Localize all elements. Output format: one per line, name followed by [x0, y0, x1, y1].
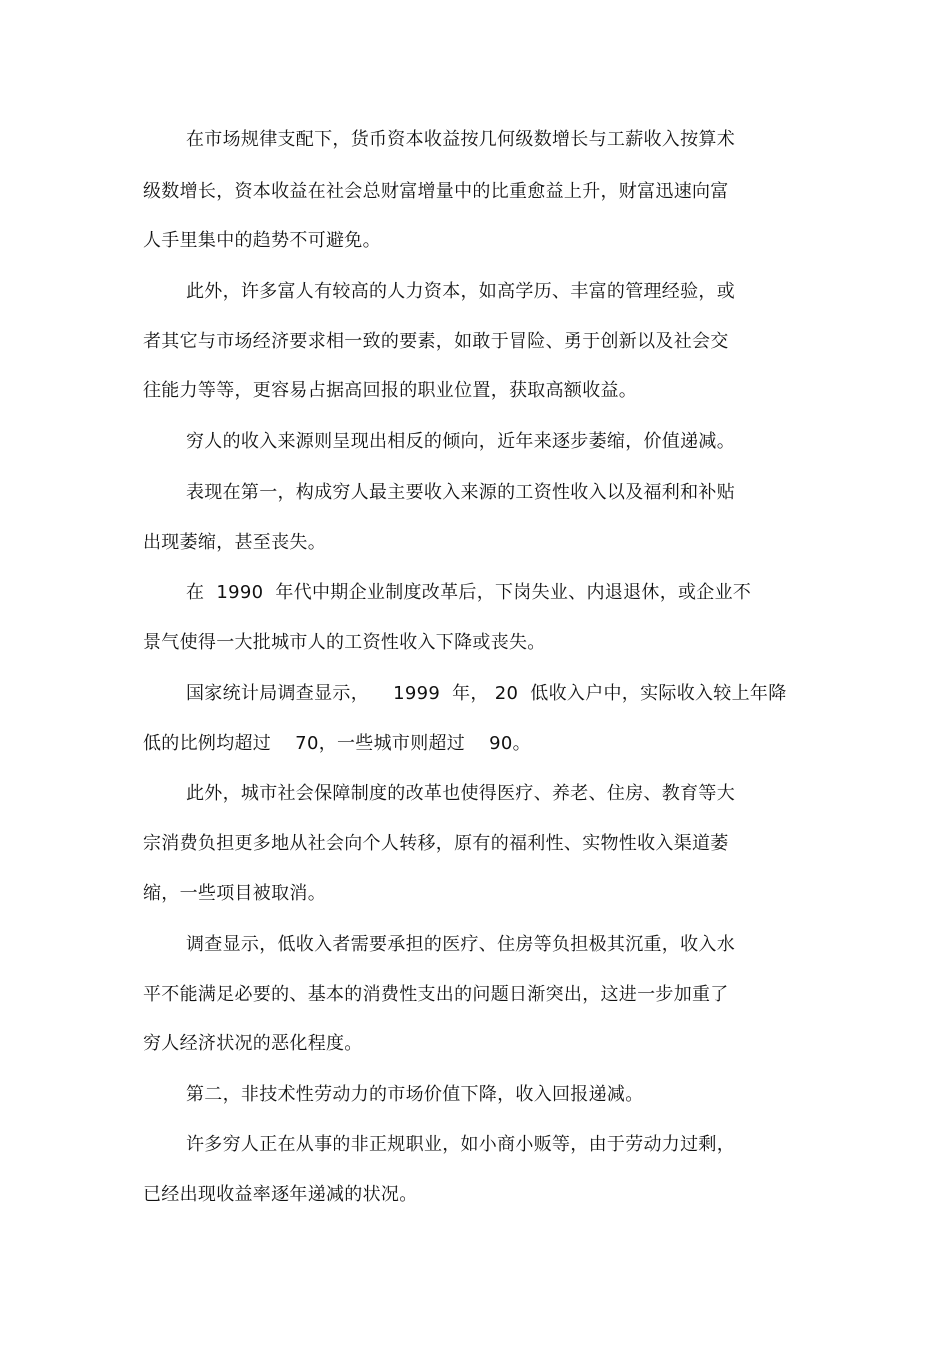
text-line: 人手里集中的趋势不可避免。 — [143, 230, 381, 251]
text-line: 在市场规律支配下，货币资本收益按几何级数增长与工薪收入按算术 — [186, 129, 735, 150]
text-line: 景气使得一大批城市人的工资性收入下降或丧失。 — [143, 632, 546, 653]
text-line: 穷人经济状况的恶化程度。 — [143, 1033, 363, 1054]
text-line: 级数增长，资本收益在社会总财富增量中的比重愈益上升，财富迅速向富 — [143, 181, 729, 202]
text-line: 宗消费负担更多地从社会向个人转移，原有的福利性、实物性收入渠道萎 — [143, 833, 729, 854]
text-line: 在 1990 年代中期企业制度改革后，下岗失业、内退退休，或企业不 — [186, 582, 752, 603]
text-line: 出现萎缩，甚至丧失。 — [143, 532, 326, 553]
text-line: 国家统计局调查显示， 1999 年， 20 低收入户中，实际收入较上年降 — [186, 683, 787, 704]
text-line: 表现在第一，构成穷人最主要收入来源的工资性收入以及福利和补贴 — [186, 482, 735, 503]
text-line: 已经出现收益率逐年递减的状况。 — [143, 1184, 418, 1205]
text-line: 此外，城市社会保障制度的改革也使得医疗、养老、住房、教育等大 — [186, 783, 735, 804]
text-line: 平不能满足必要的、基本的消费性支出的问题日渐突出，这进一步加重了 — [143, 984, 729, 1005]
text-line: 调查显示，低收入者需要承担的医疗、住房等负担极其沉重，收入水 — [186, 934, 735, 955]
text-line: 穷人的收入来源则呈现出相反的倾向，近年来逐步萎缩，价值递减。 — [186, 431, 735, 452]
text-line: 此外，许多富人有较高的人力资本，如高学历、丰富的管理经验，或 — [186, 281, 735, 302]
text-line: 者其它与市场经济要求相一致的要素，如敢于冒险、勇于创新以及社会交 — [143, 331, 729, 352]
text-line: 往能力等等，更容易占据高回报的职业位置，获取高额收益。 — [143, 380, 638, 401]
text-line: 低的比例均超过 70，一些城市则超过 90。 — [143, 733, 531, 754]
text-line: 缩，一些项目被取消。 — [143, 883, 326, 904]
text-line: 第二，非技术性劳动力的市场价值下降，收入回报递减。 — [186, 1084, 644, 1105]
text-line: 许多穷人正在从事的非正规职业，如小商小贩等，由于劳动力过剩， — [186, 1134, 735, 1155]
